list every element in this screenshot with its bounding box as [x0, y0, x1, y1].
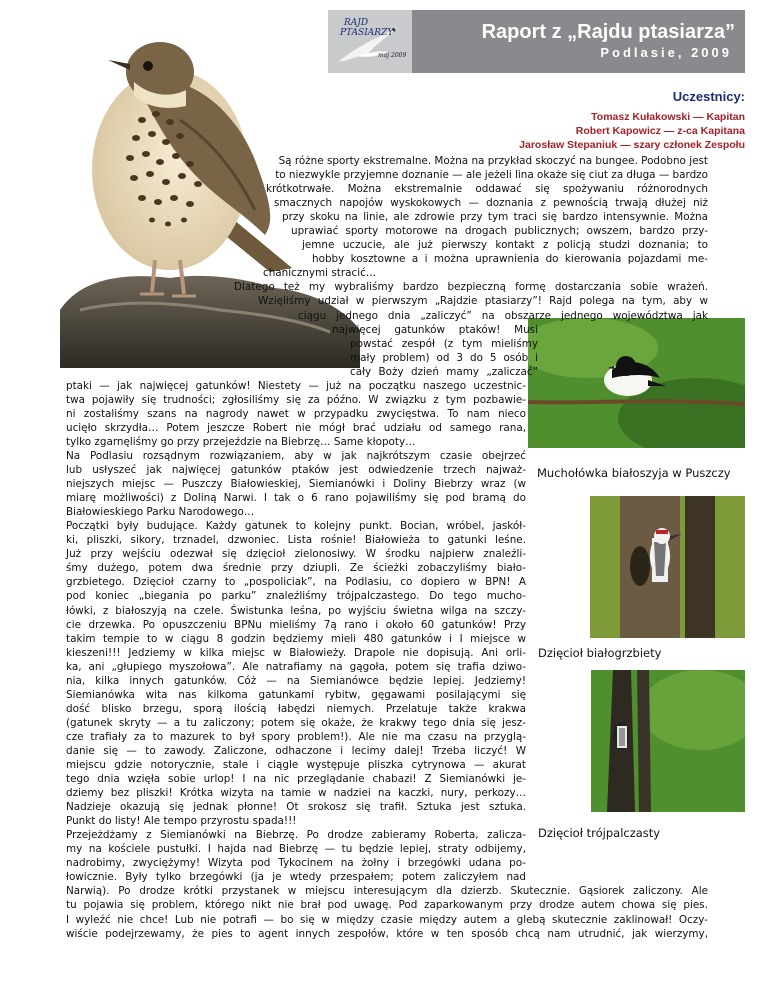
text-line: łówki, z białoszyją na czele. Świstunka leśna, po wyjściu świetna wilga na szczy- [66, 604, 526, 617]
text-line: twa pojawiły się trudności; zgłosiliśmy się za późno. W związku z tym pozbawie- [66, 393, 526, 406]
text-line: śmy dużego, potem dwa średnie przy dziupli. Ze ścieżki zobaczyliśmy biało- [66, 562, 526, 575]
text-line: I wyleźć nie chce! Lub nie potrafi — bo się w między czasie między autem a glebą skutecznie zaklinował! Oczy- [66, 913, 708, 926]
team-member: Jarosław Stepaniuk — szary członek Zespołu [519, 139, 745, 151]
text-line: dość blisko brzegu, sporą ilością łabędzi niemych. Przelatuje także krakwa [66, 702, 526, 715]
photo-caption: Muchołówka białoszyja w Puszczy [537, 466, 731, 480]
text-line: jemne uczucie, ale już pierwszy kontakt z policją studzi doznania; to [302, 239, 708, 252]
text-line: Przejeżdżamy z Siemianówki na Biebrzę. Po drodze zabieramy Roberta, zalicza- [66, 829, 526, 842]
logo-text-line1: RAJD [344, 18, 369, 28]
text-line: Białowieskiego Parku Narodowego… [66, 506, 255, 519]
text-line: Początki były budujące. Każdy gatunek to kolejny punkt. Bocian, wróbel, jaskół- [66, 520, 526, 533]
photo-caption: Dzięcioł trójpalczasty [538, 826, 661, 840]
team-member: Tomasz Kułakowski — Kapitan [591, 111, 745, 123]
text-line: Punkt do listy! Ale tempo przyrostu spada!!! [66, 815, 297, 828]
text-line: przy skoku na linie, ale zdrowie przy tym traci się bardzo intensywnie. Można [282, 211, 708, 224]
text-line: chanicznymi stracić… [263, 267, 377, 280]
text-line: ptaki — jak najwięcej gatunków! Niestety — już na początku naszego uczestnic- [66, 379, 526, 392]
team-heading: Uczestnicy: [672, 89, 745, 104]
text-line: kieszeni!!! Jedziemy w kilka miejsc w Białowieży. Drapole nie dopisują. Ani orli- [66, 646, 526, 659]
text-line: Dlatego też my wybraliśmy bardzo bezpieczną formę dostarczania sobie wrażeń. [234, 281, 708, 294]
text-line: takim tempie to w ciągu 8 godzin będziemy mieli 480 gatunków i I miejsce w [66, 632, 526, 645]
text-line: ki, pliszki, sikory, trznadel, dzwoniec. Lista rośnie! Białowieża to gatunki leśne. [66, 534, 526, 547]
text-line: pod koniec „biegania po parku” znaleźliśmy trójpalczastego. Do tego mucho- [66, 590, 526, 603]
text-line: my na kościele pustułki. I hajda nad Biebrzę — tu będzie lepiej, straty odbijemy, [66, 843, 526, 856]
text-line: Wzięliśmy udział w pierwszym „Rajdzie ptasiarzy”! Rajd polega na tym, aby w [258, 295, 708, 308]
logo-text-line3: maj 2009 [378, 52, 407, 59]
team-credits [519, 89, 745, 152]
text-line: danie się — to zawody. Zaliczone, odhaczone i lecimy dalej! Trzeba liczyć! W [66, 744, 526, 757]
text-line: cze trafiały za to mazurek to był spory problem!). Ale nie ma czasu na przyglą- [66, 730, 526, 743]
text-line: miejscu gdzie notorycznie, stale i ciągle występuje pliszka cytrynowa — akurat [66, 759, 526, 772]
logo-text-line2: PTASIARZY [340, 28, 394, 38]
photo-caption: Dzięcioł białogrzbiety [538, 646, 662, 660]
page-subtitle: Podlasie, 2009 [600, 45, 732, 60]
article-body [66, 154, 708, 941]
text-line: niejszych miejsc — Puszczy Białowieskiej, Siemianówki i Doliny Biebrzy wraz (w [66, 478, 526, 491]
text-line: łowicznie. Były tylko brzegówki (ja je wtedy przespałem; potem zaliczyłem nad [66, 871, 526, 884]
text-line: Są różne sporty ekstremalne. Można na przykład skoczyć na bungee. Podobno jest [278, 155, 708, 167]
text-line: najwięcej gatunków ptaków! Musi [332, 323, 538, 336]
text-line: grzbietego. Dzięcioł czarny to „pospoliciak”, na Podlasiu, co dopiero w BPN! A [66, 576, 526, 589]
text-line: Nadzieje okazują się jednak płonne! Ot srokosz się trafił. Sztuka jest sztuka. [66, 801, 526, 814]
text-line: powstać zespół (z tym mieliśmy [350, 337, 538, 350]
text-line: miarę możliwości) z Doliną Narwi. I tak o 6 rano pojawiliśmy się pod bramą do [66, 492, 526, 505]
text-line: mały problem) od 3 do 5 osób i [350, 351, 538, 364]
text-line: lub usłyszeć jak najwięcej gatunków ptaków jest odwiedzenie trzech najważ- [66, 464, 526, 477]
text-line: Już przy wejściu odezwał się dzięcioł zielonosiwy. W środku najpierw znaleźli- [66, 548, 526, 561]
text-line: krótkotrwałe. Można ekstremalnie oddawać się spożywaniu różnorodnych [266, 183, 708, 196]
text-line: wiście podejrzewamy, że pies to agent innych zespołów, które w ten sposób chcą nam utrudnić, jak wierzymy, [66, 927, 708, 940]
text-line: uprawiać sporty motorowe na drogach publicznych; owszem, bardzo przy- [291, 225, 708, 238]
text-line: tego dnia wzięła sobie urlop! I na nic przeglądanie chabazi! Z Siemianówki je- [66, 773, 526, 786]
text-line: (gatunek skryty — a tu zaliczony; potem się okaże, że krakwy tego dnia się jesz- [66, 716, 526, 729]
text-line: cie drzewka. Po opuszczeniu BPNu mieliśmy 7ą rano i około 60 gatunków! Przy [66, 618, 526, 631]
team-member: Robert Kapowicz — z-ca Kapitana [575, 125, 745, 137]
text-line: Na Podlasiu rozsądnym rozwiązaniem, aby w jak najkrótszym czasie obejrzeć [66, 449, 526, 462]
text-line: tu pojawia się problem, którego nikt nie brał pod uwagę. Pod zaparkowanym przy drodze autem chowa się pies. [66, 899, 708, 912]
text-line: cały Boży dzień mamy „zaliczać” [350, 365, 538, 378]
text-line: ni zostaliśmy szans na nagrody nawet w przypadku zwycięstwa. To nam nieco [66, 407, 526, 420]
text-line: dziemy bez pliszki! Krótka wizyta na tamie w nadziei na kaczki, nury, perkozy… [66, 787, 526, 800]
text-line: nia, kilka innych gatunków. Cóż — na Siemianówce będzie lepiej. Jedziemy! [66, 674, 526, 687]
text-line: nadrobimy, zwyciężymy! Wizyta pod Tykocinem na żołny i brzegówki udana po- [66, 857, 526, 870]
text-line: Narwią). Po drodze krótki przystanek w miejscu interesującym dla dzierzb. Skutecznie. Gąsiorek zaliczony. Ale [66, 885, 708, 898]
text-line: Siemianówka wita nas kilkoma gatunkami rybitw, gęgawami posilającymi się [66, 688, 526, 701]
page-title: Raport z „Rajdu ptasiarza” [481, 21, 735, 43]
text-line: smacznych napojów wyskokowych — doznania z pewnością trwają dłużej niż [274, 197, 708, 210]
text-line: to niezwykle przyjemne doznanie — ale jeżeli lina okaże się ciut za długa — bardzo [275, 169, 708, 182]
text-line: ciągu jednego dnia „zaliczyć” na obszarze jednego województwa jak [298, 309, 708, 322]
text-line: ka, ani „głupiego myszołowa”. Ale natrafiamy na gągoła, potem się trafia dziwo- [66, 660, 526, 673]
text-line: hobby kosztowne a i można uprawnienia do kierowania pojazdami me- [312, 253, 708, 266]
text-line: ucięło skrzydła… Potem jeszcze Robert nie mógł brać udziału od samego rana, [66, 421, 526, 434]
text-line: tylko zgarnęliśmy go przy przejeździe na Biebrzę… Same kłopoty… [66, 435, 416, 448]
